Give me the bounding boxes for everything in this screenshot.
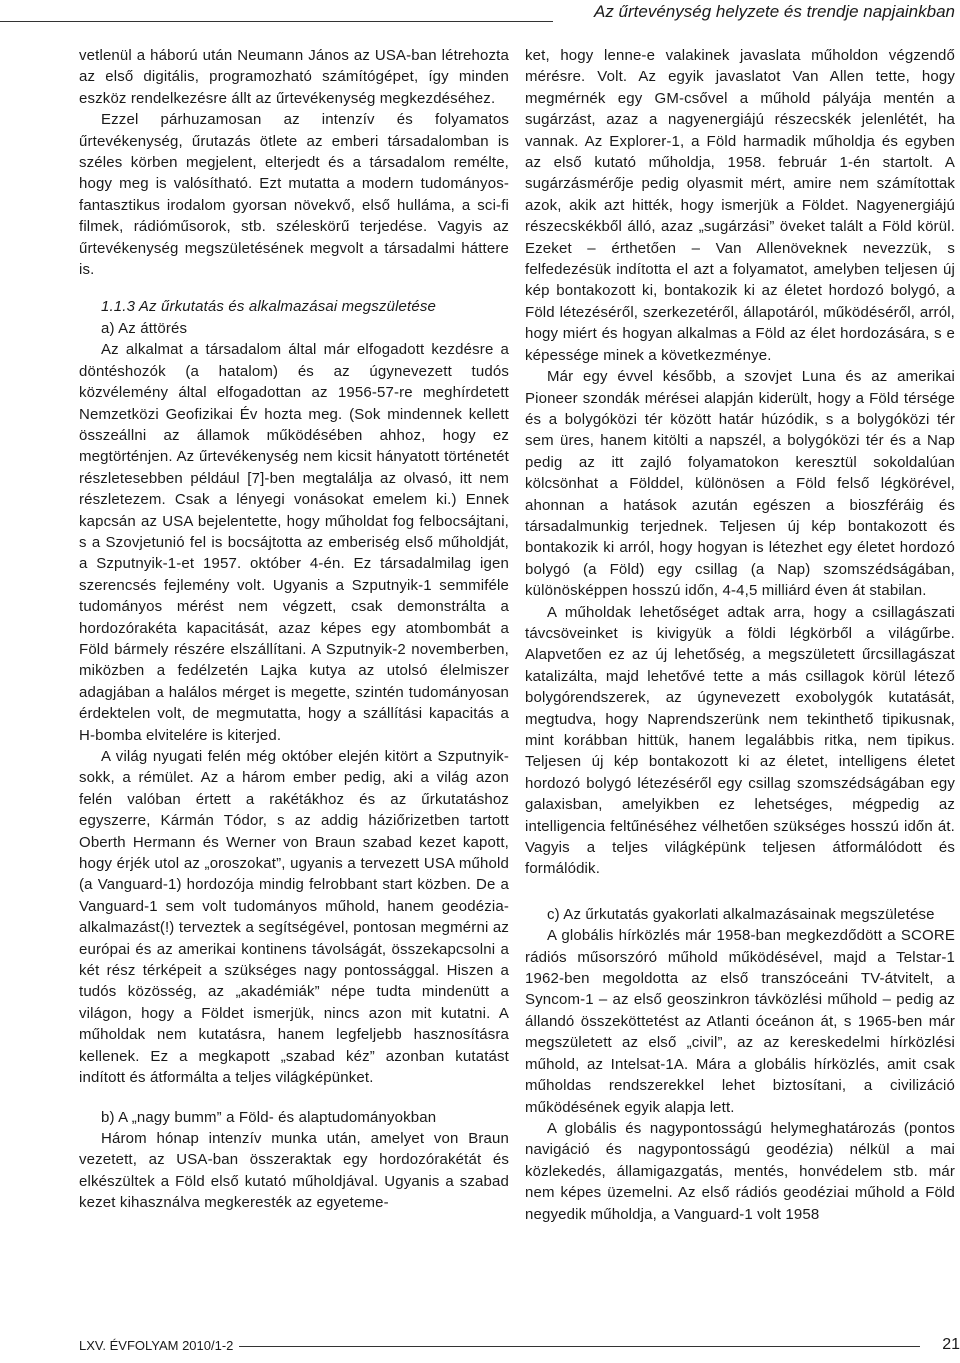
page-number: 21 bbox=[936, 1333, 960, 1357]
paragraph: vetlenül a háború után Neumann János az USA-ban létrehozta az első digitális, programozható számítógépet, így minden eszköz rendelkezésre állt az űrtevékenység megkezdéséhez. bbox=[79, 47, 509, 107]
paragraph: A műholdak lehetőséget adtak arra, hogy a csillagászati távcsöveinket is kivigyük a földi légkörből a világűrbe. Alapvetően ez az új lehetőség, a megszületett űrcsillagászat katalizálta, majd lehetővé tette a más csillagok körül létező bolygórendszerek, az úgynevezett exobolygók kutatását, megtudva, hogy Naprendszerünk nem tekinthető tipikusnak, mint korábban hittük, hanem legalábbis ritka, nem tipikus. Teljesen új kép bontakozott ki az életet, intelligens életet hordozó bolygó létezéséről egy csillag szomszédságában egy galaxisban, amelyikben ez lehetséges, mégpedig az intelligencia feltűnéséhez vélhetően szükséges hosszú időn át. Vagyis a teljes világképünk teljesen átformálódott és formálódik. bbox=[525, 603, 955, 878]
paragraph: A globális hírközlés már 1958-ban megkezdődött a SCORE rádiós műsorszóró műhold működésével, majd a Telstar-1 1962-ben megoldotta az első transzóceáni TV-átvitelt, a Syncom-1 – az első geoszinkron távközlési műhold – pedig az állandó összeköttetést az Atlanti óceánon át, s 1965-ben már megszületett az első „civil”, az az kereskedelmi hírközlési műhold, az Intelsat-1A. Mára a globális hírközlés, amit csak műholdas rendszerekkel lehet biztosítani, a civilizáció működésének egyik alapja lett. bbox=[525, 927, 955, 1116]
subheading-a: a) Az áttörés bbox=[101, 319, 188, 337]
paragraph: Az alkalmat a társadalom által már elfogadott kezdésre a döntéshozók (a hatalom) és az úgynevezett tudós közvélemény által elfogadottan az 1956-57-re meghírdetett Nemzetközi Geofizikai Év hozta meg. (Sok mindennek kellett összeállni az államok működésében ahhoz, hogy ez megtörténjen. Az űrtevékenység nem kicsit hányatott történetét részletesebben például [7]-ben megtalálja az olvasó, itt nem részletezem. Csak a lényegi vonásokat emelem ki.) Ennek kapcsán az USA bejelentette, hogy műholdat fog felbocsájtani, s a Szovjetunió fel is bocsájtotta az emberiség első műholdját, a Szputnyik-1-et 1957. október 4-én. Ez társadalmilag igen szerencsés fejlemény volt. Ugyanis a Szputnyik-1 semmiféle tudományos mérést nem végzett, csak demonstrálta a hordozórakéta kapacitását, azaz képes egy atombombát a Föld bármely részére elszállítani. A Szputnyik-2 novemberben, miközben a fedélzetén Lajka kutya az utolsó élelmiszer adagjában a halálos mérget is megette, szintén tudományosan érdektelen volt, de megmutatta, hogy a szállítási kapacitás a H-bomba elvitelére is kiterjed. bbox=[79, 341, 509, 744]
subheading-c: c) Az űrkutatás gyakorlati alkalmazásainak megszületése bbox=[547, 905, 935, 923]
left-column bbox=[79, 45, 509, 1335]
section-heading: 1.1.3 Az űrkutatás és alkalmazásai megszületése bbox=[101, 298, 436, 316]
paragraph: Már egy évvel később, a szovjet Luna és az amerikai Pioneer szondák mérései alapján kiderült, hogy a Föld térsége és a bolygóközi tér között határ húzódik, s a bolygóközi tér sem üres, hanem kitölti a napszél, a bolygóközi tér és a Nap pedig az itt zajló folyamatokon keresztül sokoldalúan kölcsönhat a Földdel, különösen a Föld felső légkörével, ahonnan a hatások azután egészen a bioszféráig és társadalmunkig terjednek. Teljesen új kép bontakozott és bontakozik ki arról, hogy hogyan is létezhet egy életet hordozó bolygó (a Föld) egy csillag (a Nap) szomszédságában, különösképpen hosszú időn, 4-4,5 milliárd éven át stabilan. bbox=[525, 368, 955, 600]
footer-volume: LXV. ÉVFOLYAM 2010/1-2 bbox=[79, 1336, 239, 1356]
header-rule bbox=[0, 21, 553, 22]
paragraph: Három hónap intenzív munka után, amelyet von Braun vezetett, az USA-ban összeraktak egy hordozórakétát és elkészültek a Föld első kutató műholdjával. Ugyanis a szabad kezet kihasználva megkeresték az egyeteme- bbox=[79, 1129, 509, 1212]
running-head: Az űrtevénység helyzete és trendje napjainkban bbox=[593, 2, 955, 21]
paragraph: ket, hogy lenne-e valakinek javaslata műholdon végzendő mérésre. Volt. Az egyik javaslatot Van Allen tette, hogy megmérnék egy GM-csővel a műhold pályája mentén a sugárzást, azaz a nagyenergiájú részecskék jelenlétét, ha vannak. Az Explorer-1, a Föld harmadik műholdja és egyben az első kutató műholdja, 1958. február 1-én startolt. A sugárzásmérője pedig olyasmit mért, amire nem számítottak azok, akik azt hitték, hogy ismerjük a Földet. Nagyenergiájú részecskékből álló, azaz „sugárzási” öveket talált a Föld körül. Ezeket – érthetően – Van Allenöveknek nevezzük, s felfedezésük indította el azt a folyamatot, amelyben teljesen új kép bontakozott ki, bontakozik ki az életet hordozó bolygó, a Föld létezéséről, szerkezetéről, állapotáról, működéséről, arról, hogy miért és hogyan alkalmas a Föld az élet hordozására, s e képessége minek a következménye. bbox=[525, 47, 955, 364]
paragraph: A világ nyugati felén még október elején kitört a Szputnyik-sokk, a rémület. Az a három ember pedig, aki a világ azon felén valóban értett a rakétákhoz és az űrkutatáshoz egyszerre, Kármán Tódor, s az addig háziőrizetben tartott Oberth Hermann és Werner von Braun szabad kezet kapott, hogy érjék utol az „oroszokat”, ugyanis a tervezett USA műhold (a Vanguard-1) hordozója mindig felrobbant start közben. De a Vanguard-1 sem volt tudományos műhold, hanem geodézia-alkalmazást(!) terveztek a segítségével, pontosan megmérni az európai és az amerikai kontinens távolságát, összekapcsolni a két rész térképeit a szükséges nagy pontossággal. Hiszen a tudós közösség, az „akadémiák” népe tudta mindenütt a világon, hogy a Földet ismerjük, nincs azon mit kutatni. A műholdak nem kutatásra, hanem legfeljebb hasznosításra kellenek. Ez a megkapott „szabad kéz” azonban kutatást indított és átformálta a teljes világképünket. bbox=[79, 748, 509, 1087]
paragraph: A globális és nagypontosságú helymeghatározás (pontos navigáció és nagypontosságú geodézia) nélkül a mai közlekedés, államigazgatás, mentés, honvédelem stb. már nem képes üzemelni. Az első rádiós geodéziai műhold a Föld negyedik műholdja, a Vanguard-1 volt 1958 bbox=[525, 1119, 955, 1223]
paragraph: Ezzel párhuzamosan az intenzív és folyamatos űrtevékenység, űrutazás ötlete az emberi társadalomban is széles körben megjelent, elterjedt és a társadalom remélte, hogy meg is valósítható. Ezt mutatta a modern tudományos-fantasztikus irodalom gyorsan növekvő, első hulláma, a sci-fi filmek, rádióműsorok, stb. széleskörű terjedése. Vagyis az űrtevékenység megszületésének megvolt a társadalmi háttere is. bbox=[79, 111, 509, 279]
subheading-b: b) A „nagy bumm” a Föld- és alaptudományokban bbox=[101, 1108, 437, 1126]
right-column bbox=[525, 45, 955, 1335]
